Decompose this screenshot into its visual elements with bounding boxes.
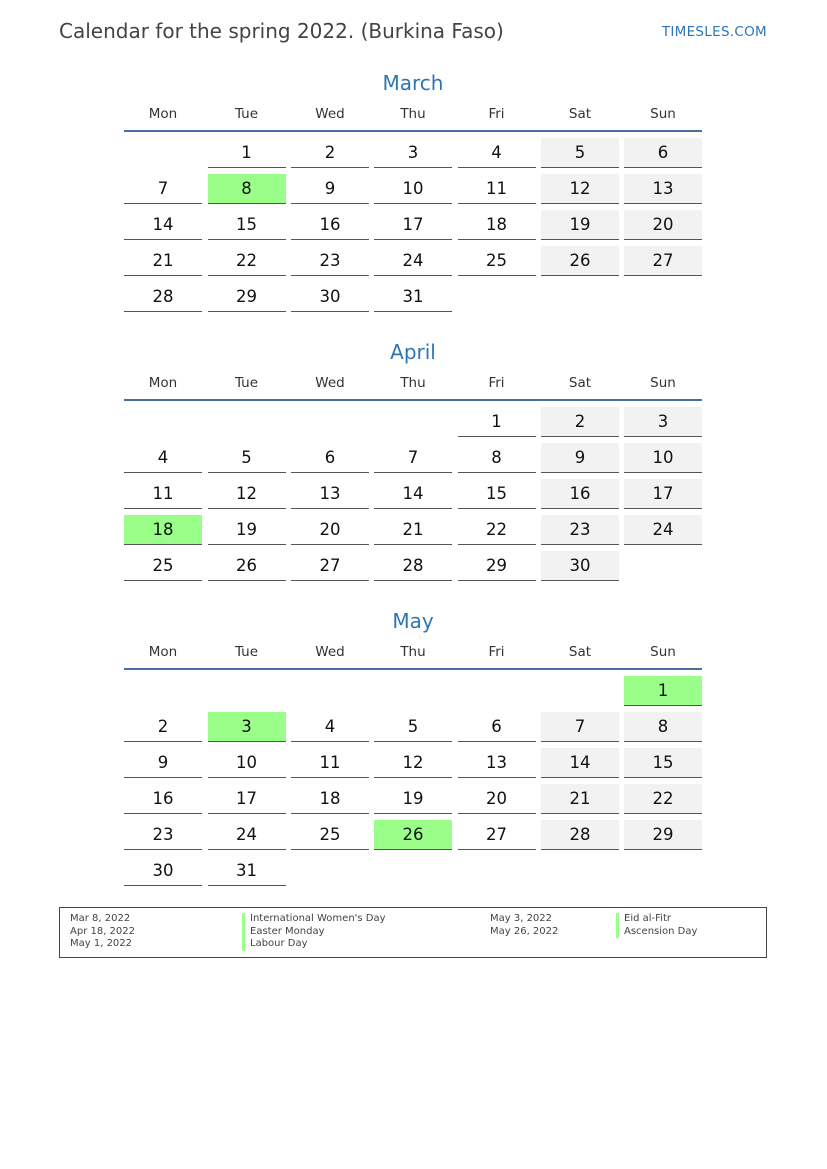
legend-holiday-name: Labour Day <box>242 938 386 951</box>
day-cell: 21 <box>124 246 202 276</box>
month-april <box>124 339 702 575</box>
day-cell: 2 <box>124 712 202 742</box>
day-cell: 3 <box>208 712 286 742</box>
day-cell: 17 <box>208 784 286 814</box>
day-cell: 16 <box>124 784 202 814</box>
weekday-label: Mon <box>148 106 178 122</box>
day-cell: 25 <box>291 820 369 850</box>
day-cell: 14 <box>374 479 452 509</box>
day-cell: 10 <box>624 443 702 473</box>
day-cell: 1 <box>624 676 702 706</box>
site-link[interactable]: TIMESLES.COM <box>661 24 767 40</box>
day-cell: 20 <box>624 210 702 240</box>
day-cell: 26 <box>541 246 619 276</box>
day-cell: 4 <box>124 443 202 473</box>
month-title: April <box>390 340 436 364</box>
day-cell: 11 <box>124 479 202 509</box>
weekday-label: Tue <box>234 375 259 391</box>
month-may <box>124 608 702 880</box>
weekday-label: Wed <box>315 106 345 122</box>
weekday-label: Tue <box>234 644 259 660</box>
day-cell: 16 <box>291 210 369 240</box>
legend-holiday-name: Eid al-Fitr <box>616 913 697 926</box>
weekday-label: Tue <box>234 106 259 122</box>
day-cell: 5 <box>374 712 452 742</box>
day-cell: 8 <box>458 443 536 473</box>
day-cell: 24 <box>208 820 286 850</box>
weekday-label: Sun <box>650 375 676 391</box>
day-cell: 23 <box>541 515 619 545</box>
weekday-header <box>124 96 702 132</box>
weekday-label: Mon <box>148 644 178 660</box>
day-cell: 17 <box>624 479 702 509</box>
day-cell: 11 <box>458 174 536 204</box>
day-cell: 27 <box>624 246 702 276</box>
day-cell: 27 <box>291 551 369 581</box>
day-cell: 25 <box>124 551 202 581</box>
day-cell: 11 <box>291 748 369 778</box>
weekday-label: Sat <box>568 644 592 660</box>
day-cell: 8 <box>624 712 702 742</box>
day-cell: 3 <box>374 138 452 168</box>
day-cell: 29 <box>208 282 286 312</box>
day-cell: 10 <box>374 174 452 204</box>
day-cell: 28 <box>541 820 619 850</box>
legend-date: Mar 8, 2022 <box>70 913 131 924</box>
legend-date: Apr 18, 2022 <box>70 925 136 937</box>
day-cell: 15 <box>458 479 536 509</box>
day-cell: 9 <box>124 748 202 778</box>
weekday-label: Thu <box>400 106 426 122</box>
day-cell: 16 <box>541 479 619 509</box>
day-cell: 24 <box>374 246 452 276</box>
day-cell: 9 <box>541 443 619 473</box>
header-rule <box>124 130 702 132</box>
month-title: May <box>392 609 434 633</box>
day-cell: 9 <box>291 174 369 204</box>
month-march <box>124 70 702 306</box>
day-cell: 19 <box>208 515 286 545</box>
weekday-label: Sat <box>568 106 592 122</box>
legend-holiday-name: Easter Monday <box>242 926 386 939</box>
legend-date: May 3, 2022 <box>490 913 553 924</box>
day-cell: 19 <box>541 210 619 240</box>
weekday-label: Fri <box>488 644 505 660</box>
day-cell: 20 <box>458 784 536 814</box>
day-cell: 1 <box>208 138 286 168</box>
weekday-label: Wed <box>315 375 345 391</box>
day-cell: 22 <box>624 784 702 814</box>
legend-holiday-name: Ascension Day <box>616 926 697 939</box>
legend-date: May 1, 2022 <box>70 938 133 949</box>
day-cell: 2 <box>291 138 369 168</box>
day-cell: 12 <box>541 174 619 204</box>
day-cell: 13 <box>291 479 369 509</box>
header-rule <box>124 399 702 401</box>
legend-left-names <box>242 913 386 951</box>
month-title: March <box>382 71 444 95</box>
legend-left-dates <box>70 913 135 951</box>
day-cell: 14 <box>124 210 202 240</box>
weekday-label: Mon <box>148 375 178 391</box>
day-cell: 20 <box>291 515 369 545</box>
day-cell: 22 <box>208 246 286 276</box>
day-cell: 6 <box>458 712 536 742</box>
day-cell: 28 <box>374 551 452 581</box>
day-cell: 23 <box>291 246 369 276</box>
day-cell: 14 <box>541 748 619 778</box>
weekday-label: Thu <box>400 644 426 660</box>
day-cell: 12 <box>208 479 286 509</box>
day-cell: 13 <box>624 174 702 204</box>
day-cell: 26 <box>208 551 286 581</box>
day-cell: 24 <box>624 515 702 545</box>
day-cell: 26 <box>374 820 452 850</box>
header-rule <box>124 668 702 670</box>
weekday-label: Fri <box>488 375 505 391</box>
day-cell: 7 <box>124 174 202 204</box>
day-cell: 4 <box>291 712 369 742</box>
weekday-label: Wed <box>315 644 345 660</box>
day-cell: 21 <box>541 784 619 814</box>
holiday-legend <box>59 907 767 958</box>
day-cell: 5 <box>208 443 286 473</box>
day-cell: 29 <box>624 820 702 850</box>
day-cell: 2 <box>541 407 619 437</box>
day-cell: 6 <box>624 138 702 168</box>
day-cell: 13 <box>458 748 536 778</box>
day-cell: 7 <box>541 712 619 742</box>
day-cell: 30 <box>291 282 369 312</box>
day-cell: 3 <box>624 407 702 437</box>
day-cell: 23 <box>124 820 202 850</box>
day-cell: 30 <box>541 551 619 581</box>
weekday-label: Sun <box>650 106 676 122</box>
day-cell: 8 <box>208 174 286 204</box>
day-cell: 31 <box>374 282 452 312</box>
day-cell: 1 <box>458 407 536 437</box>
day-cell: 17 <box>374 210 452 240</box>
legend-date: May 26, 2022 <box>490 925 559 937</box>
day-cell: 7 <box>374 443 452 473</box>
legend-right-names <box>616 913 697 938</box>
day-cell: 31 <box>208 856 286 886</box>
page-title: Calendar for the spring 2022. (Burkina Faso) <box>59 19 504 43</box>
day-cell: 12 <box>374 748 452 778</box>
weekday-header <box>124 634 702 670</box>
day-cell: 25 <box>458 246 536 276</box>
day-cell: 10 <box>208 748 286 778</box>
day-cell: 15 <box>624 748 702 778</box>
weekday-label: Sun <box>650 644 676 660</box>
day-cell: 29 <box>458 551 536 581</box>
weekday-label: Sat <box>568 375 592 391</box>
weekday-header <box>124 365 702 401</box>
day-cell: 30 <box>124 856 202 886</box>
day-cell: 6 <box>291 443 369 473</box>
day-cell: 18 <box>458 210 536 240</box>
day-cell: 22 <box>458 515 536 545</box>
legend-right-dates <box>490 913 558 938</box>
day-cell: 15 <box>208 210 286 240</box>
day-cell: 18 <box>291 784 369 814</box>
day-cell: 5 <box>541 138 619 168</box>
legend-holiday-name: International Women's Day <box>242 913 386 926</box>
day-cell: 27 <box>458 820 536 850</box>
day-cell: 4 <box>458 138 536 168</box>
day-cell: 19 <box>374 784 452 814</box>
weekday-label: Thu <box>400 375 426 391</box>
day-cell: 21 <box>374 515 452 545</box>
weekday-label: Fri <box>488 106 505 122</box>
day-cell: 28 <box>124 282 202 312</box>
day-cell: 18 <box>124 515 202 545</box>
